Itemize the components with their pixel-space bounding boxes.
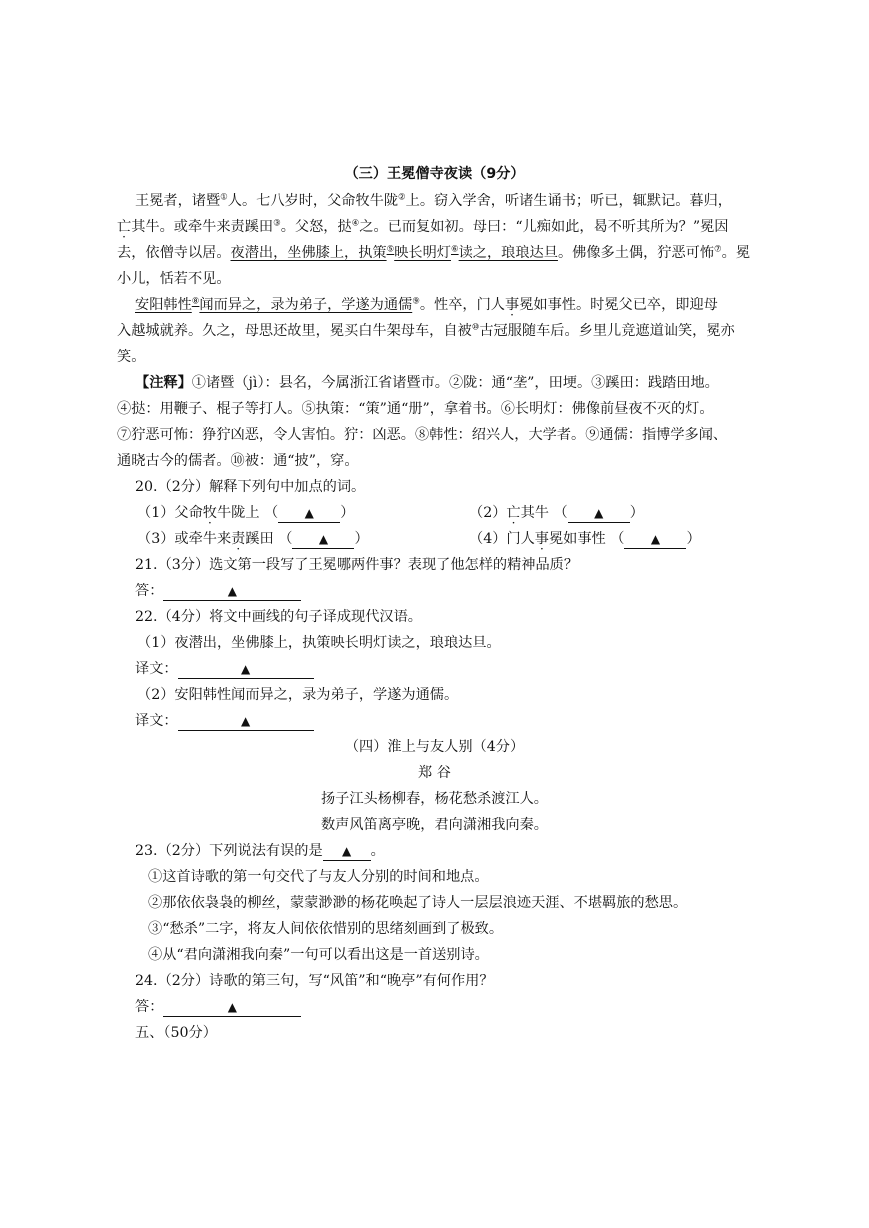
text-run: 古冠服随车后。乡里儿竞遮道讪笑，冕亦: [479, 323, 735, 339]
passage-line: [135, 190, 732, 212]
underlined-sentence: 映长明灯: [394, 245, 451, 261]
text-run: 冕如事性。时冕父已卒，即迎母: [519, 297, 718, 313]
passage-line: 笑。: [117, 349, 146, 365]
poem-line: 数声风笛离亭晚，君向潇湘我向秦。: [320, 817, 548, 833]
text-run: 。冕: [721, 245, 751, 261]
answer-blank[interactable]: ▲: [163, 582, 301, 601]
question-21-stem: 21.（3分）选文第一段写了王冕哪两件事？表现了他怎样的精神品质？: [135, 557, 579, 573]
text-run: （2）: [469, 505, 507, 521]
footnote-marker: ⑨: [412, 296, 420, 307]
question-20-item-4: （4）门人事冕如事性 （ ▲ ）: [469, 531, 701, 547]
option: ①这首诗歌的第一句交代了与友人分别的时间和地点。: [148, 869, 489, 885]
question-22-stem: 22.（4分）将文中画线的句子译成现代汉语。: [135, 609, 422, 625]
text-run: 冕如事性 （: [548, 531, 625, 547]
emphasis-dotted-word: 事: [504, 297, 520, 313]
footnote-marker: ③: [273, 218, 281, 229]
answer-blank[interactable]: ▲: [624, 530, 686, 549]
poem-line: 扬子江头杨柳春，杨花愁杀渡江人。: [320, 791, 548, 807]
question-24-answer: 答： ▲: [135, 996, 301, 1018]
passage-line: [117, 216, 729, 238]
text-run: 。佛像多土偶，狞恶可怖: [557, 245, 715, 261]
question-24-stem: 24.（2分）诗歌的第三句，写“风笛”和“晚亭”有何作用？: [135, 973, 494, 989]
question-21-answer: 答： ▲: [135, 580, 301, 602]
underlined-sentence: 闻而异之，录为弟子，学遂为通儒: [199, 297, 413, 313]
text-run: 人。七八岁时，父命牧牛陇: [227, 193, 399, 209]
passage-line: [117, 320, 735, 342]
emphasis-dotted-word: 事: [534, 531, 549, 547]
answer-blank[interactable]: ▲: [163, 998, 301, 1017]
footnote-marker: ⑧: [191, 296, 200, 307]
underlined-sentence: 夜潜出，坐佛膝上，执策: [230, 245, 387, 261]
emphasis-dotted-word: 责: [231, 531, 246, 547]
text-run: 蹊田 （: [245, 531, 293, 547]
note-text: ①诸暨（jì）：县名，今属浙江省诸暨市。②陇：通“垄”，田埂。③蹊田：践踏田地。: [191, 375, 719, 391]
emphasis-dotted-word: 亡: [117, 219, 132, 235]
underlined-sentence: 读之，琅琅达旦: [458, 245, 558, 261]
text-run: （3）或牵牛来: [137, 531, 232, 547]
note-text: ⑦狞恶可怖：狰狞凶恶，令人害怕。狞：凶恶。⑧韩性：绍兴人，大学者。⑨通儒：指博学多闻、: [117, 427, 728, 443]
text-run: （4）门人: [469, 531, 535, 547]
answer-blank[interactable]: ▲: [278, 504, 340, 523]
text-run: 牛陇上 （: [216, 505, 279, 521]
footnote-marker: ⑦: [714, 244, 722, 255]
footnote-marker: ⑥: [450, 244, 459, 255]
text-run: 上。窃入学舍，听诸生诵书；听已，辄默记。暮归，: [405, 193, 732, 209]
question-22-answer-2: 译文： ▲: [135, 710, 314, 732]
text-run: 。性卒，门人: [419, 297, 505, 313]
poem-author: 郑 谷: [418, 765, 451, 781]
note-text: ④挞：用鞭子、棍子等打人。⑤执策：“策”通“册”，拿着书。⑥长明灯：佛像前昼夜不灭的灯。: [117, 401, 714, 417]
text-run: （1）父命: [137, 505, 203, 521]
answer-blank[interactable]: ▲: [568, 504, 630, 523]
question-20-item-3: （3）或牵牛来责蹊田 （ ▲ ）: [137, 531, 369, 547]
question-22-sentence-2: （2）安阳韩性闻而异之，录为弟子，学遂为通儒。: [137, 687, 459, 703]
notes-line: [135, 372, 719, 394]
question-20-item-1: （1）父命牧牛陇上 （ ▲ ）: [137, 505, 355, 521]
answer-blank[interactable]: ▲: [178, 660, 314, 679]
text-run: 入越城就养。久之，母思还故里，冕买白牛架母车，自被: [117, 323, 472, 339]
note-text: 通晓古今的儒者。⑩被：通“披”，穿。: [117, 453, 359, 469]
question-22-answer-1: 译文： ▲: [135, 658, 314, 680]
emphasis-dotted-word: 亡: [506, 505, 521, 521]
text-run: 其牛 （: [520, 505, 568, 521]
question-20-stem: 20.（2分）解释下列句中加点的词。: [135, 479, 366, 495]
option: ③“愁杀”二字，将友人间依依惜别的思绪刻画到了极致。: [148, 921, 504, 937]
text-run: 王冕者，诸暨: [135, 193, 221, 209]
text-run: 。父怒，挞: [280, 219, 352, 235]
notes-label: 【注释】: [135, 375, 192, 391]
option: ②那依依袅袅的柳丝，蒙蒙渺渺的杨花唤起了诗人一层层浪迹天涯、不堪羁旅的愁思。: [148, 895, 688, 911]
underlined-sentence: 安阳韩性: [135, 297, 192, 313]
option: ④从“君向潇湘我向秦”一句可以看出这是一首送别诗。: [148, 947, 489, 963]
footnote-marker: ④: [351, 218, 360, 229]
passage-line: 小儿，恬若不见。: [117, 271, 231, 287]
passage-line: [135, 294, 718, 316]
section-5-title: 五、（50分）: [135, 1025, 217, 1041]
passage-line: [117, 242, 750, 264]
answer-blank[interactable]: ▲: [292, 530, 354, 549]
footnote-marker: ⑤: [386, 244, 395, 255]
text-run: 去，依僧寺以居。: [117, 245, 231, 261]
footnote-marker: ⑩: [471, 322, 480, 333]
emphasis-dotted-word: 牧: [202, 505, 217, 521]
question-22-sentence-1: （1）夜潜出，坐佛膝上，执策映长明灯读之，琅琅达旦。: [137, 635, 501, 651]
answer-blank[interactable]: ▲: [178, 712, 314, 731]
question-20-item-2: （2）亡其牛 （ ▲ ）: [469, 505, 644, 521]
footnote-marker: ①: [220, 192, 228, 203]
text-run: 其牛。或牵牛来责蹊田: [131, 219, 274, 235]
section-3-title: （三）王冕僧寺夜读（9分）: [344, 166, 525, 182]
footnote-marker: ②: [398, 192, 406, 203]
question-23-stem: 23.（2分）下列说法有误的是 ▲ 。: [135, 843, 385, 859]
answer-blank[interactable]: ▲: [323, 842, 371, 861]
section-4-title: （四）淮上与友人别（4分）: [344, 739, 525, 755]
text-run: 之。已而复如初。母曰：“儿痴如此，曷不听其所为？”冕因: [359, 219, 729, 235]
